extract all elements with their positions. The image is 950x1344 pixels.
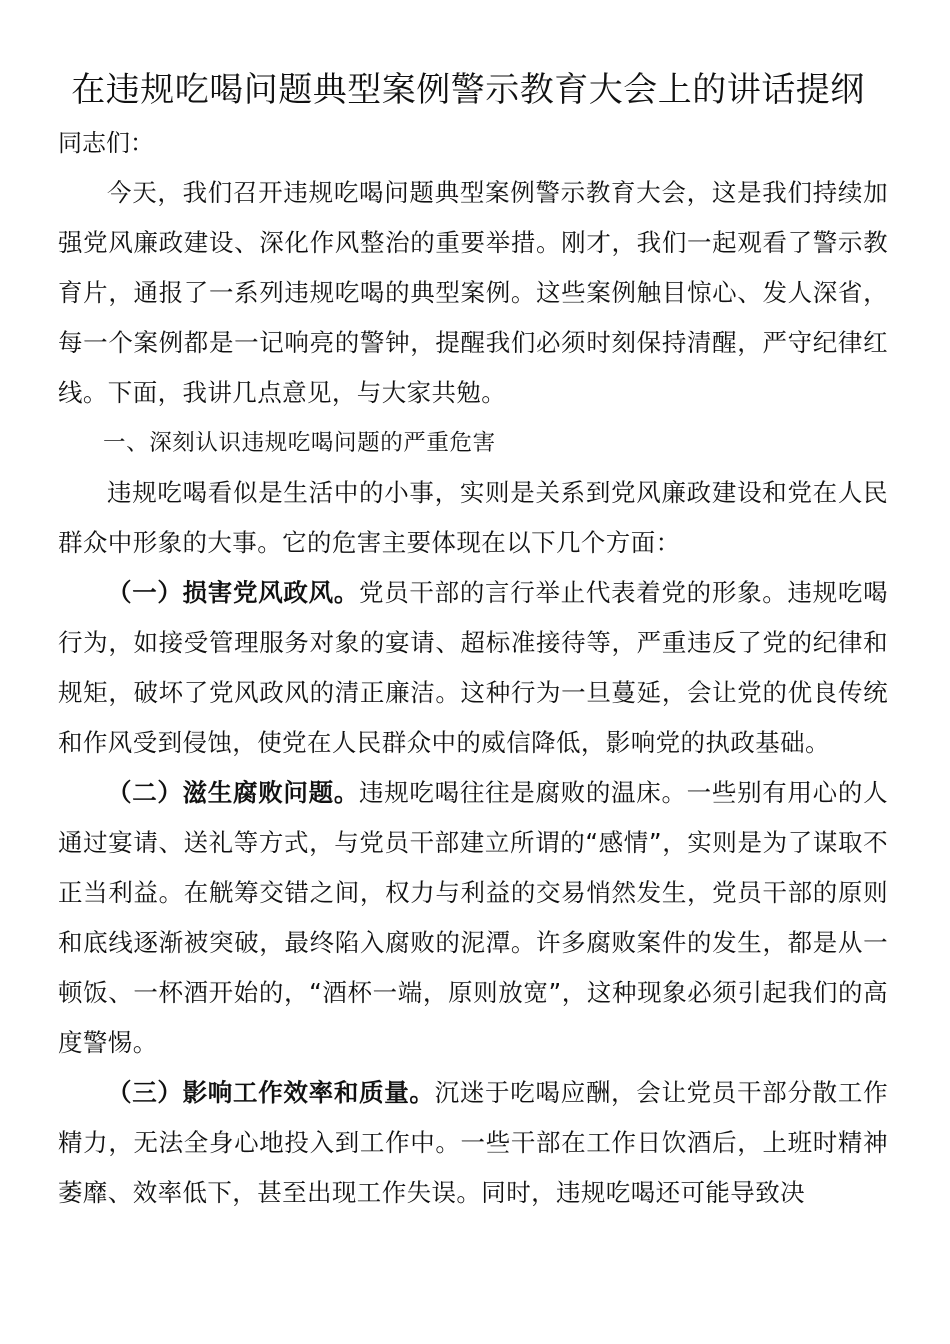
point-1-text: 党员干部的言行举止代表着党的形象。违规吃喝行为，如接受管理服务对象的宴请、超标准接待等，严重违反了党的纪律和规矩，破坏了党风政风的清正廉洁。这种行为一旦蔓延，会让党的优良传统和作风受到侵蚀，使党在人民群众中的威信降低，影响党的执政基础。 [58,578,888,757]
point-3-label: （三）影响工作效率和质量。 [107,1078,435,1107]
section-heading-1: 一、深刻认识违规吃喝问题的严重危害 [103,430,496,456]
point-1-paragraph [58,568,888,768]
document-title: 在违规吃喝问题典型案例警示教育大会上的讲话提纲 [71,70,865,110]
intro-paragraph: 今天，我们召开违规吃喝问题典型案例警示教育大会，这是我们持续加强党风廉政建设、深化作风整治的重要举措。刚才，我们一起观看了警示教育片，通报了一系列违规吃喝的典型案例。这些案例触目惊心、发人深省，每一个案例都是一记响亮的警钟，提醒我们必须时刻保持清醒，严守纪律红线。下面，我讲几点意见，与大家共勉。 [58,178,888,407]
salutation: 同志们： [58,129,154,157]
point-2-text: 违规吃喝往往是腐败的温床。一些别有用心的人通过宴请、送礼等方式，与党员干部建立所谓的“感情”，实则是为了谋取不正当利益。在觥筹交错之间，权力与利益的交易悄然发生，党员干部的原则和底线逐渐被突破，最终陷入腐败的泥潭。许多腐败案件的发生，都是从一顿饭、一杯酒开始的，“酒杯一端，原则放宽”，这种现象必须引起我们的高度警惕。 [58,778,888,1057]
point-3-text: 沉迷于吃喝应酬，会让党员干部分散工作精力，无法全身心地投入到工作中。一些干部在工作日饮酒后，上班时精神萎靡、效率低下，甚至出现工作失误。同时，违规吃喝还可能导致决 [58,1078,888,1207]
point-2-label: （二）滋生腐败问题。 [107,778,360,807]
point-2-paragraph [58,768,888,1068]
point-1-label: （一）损害党风政风。 [107,578,360,607]
document-page [58,62,888,1218]
section-1-lead-paragraph: 违规吃喝看似是生活中的小事，实则是关系到党风廉政建设和党在人民群众中形象的大事。它的危害主要体现在以下几个方面： [58,478,888,557]
point-3-paragraph [58,1068,888,1218]
